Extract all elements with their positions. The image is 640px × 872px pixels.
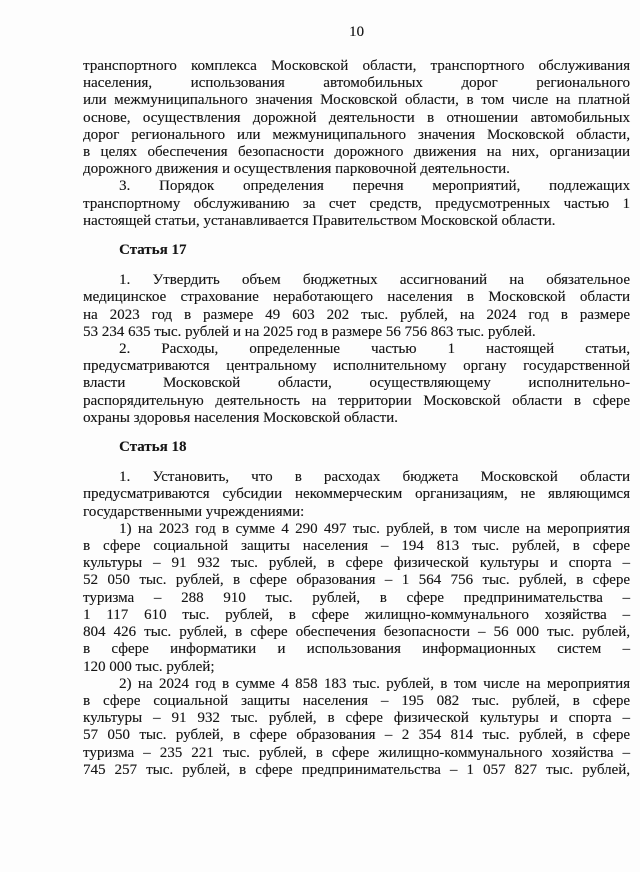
text-line: транспортного комплекса Московской области, транспортного обслуживания <box>83 58 630 74</box>
text-line: медицинское страхование неработающего населения в Московской области <box>83 289 630 306</box>
text-line: основе, осуществления дорожной деятельности в отношении автомобильных <box>83 109 630 126</box>
text-line: дорог регионального или межмуниципального значения Московской области, <box>83 126 630 143</box>
paragraph <box>83 58 630 178</box>
article-heading: Статья 17 <box>119 242 187 259</box>
text-line: туризма – 288 910 тыс. рублей, в сфере предпринимательства – <box>83 589 630 606</box>
text-line: 1. Утвердить объем бюджетных ассигнований на обязательное <box>119 272 630 289</box>
text-line: власти Московской области, осуществляющему исполнительно- <box>83 375 630 392</box>
text-line: государственными учреждениями: <box>83 503 305 520</box>
text-line: в целях обеспечения безопасности дорожного движения на них, организации <box>83 144 630 161</box>
text-line: 3. Порядок определения перечня мероприятий, подлежащих <box>119 178 630 195</box>
text-line: дорожного движения и осуществления парковочной деятельности. <box>83 161 510 178</box>
text-line: предусматриваются субсидии некоммерческим организациям, не являющимся <box>83 486 630 503</box>
text-line: транспортному обслуживанию за счет средств, предусмотренных частью 1 <box>83 195 630 212</box>
text-line: 1. Установить, что в расходах бюджета Московской области <box>119 469 630 486</box>
text-line: 2. Расходы, определенные частью 1 настоящей статьи, <box>119 341 630 358</box>
text-line: туризма – 235 221 тыс. рублей, в сфере жилищно-коммунального хозяйства – <box>83 744 630 761</box>
article-heading: Статья 18 <box>119 439 187 456</box>
paragraph <box>83 521 630 676</box>
text-line: 53 234 635 тыс. рублей и на 2025 год в размере 56 756 863 тыс. рублей. <box>83 323 536 340</box>
text-line: в сфере социальной защиты населения – 195 082 тыс. рублей, в сфере <box>83 692 630 709</box>
text-line: культуры – 91 932 тыс. рублей, в сфере физической культуры и спорта – <box>83 710 630 727</box>
text-line: настоящей статьи, устанавливается Правительством Московской области. <box>83 212 556 229</box>
text-line: 804 426 тыс. рублей, в сфере обеспечения безопасности – 56 000 тыс. рублей, <box>83 624 630 641</box>
text-line: 52 050 тыс. рублей, в сфере образования – 1 564 756 тыс. рублей, в сфере <box>83 572 630 589</box>
text-line: на 2023 год в размере 49 603 202 тыс. рублей, на 2024 год в размере <box>83 306 630 323</box>
document-body <box>83 58 630 779</box>
text-line: 2) на 2024 год в сумме 4 858 183 тыс. рублей, в том числе на мероприятия <box>119 675 630 692</box>
text-line: населения, использования автомобильных дорог регионального <box>83 75 630 92</box>
text-line: или межмуниципального значения Московской области, в том числе на платной <box>83 92 630 109</box>
text-line: охраны здоровья населения Московской области. <box>83 409 398 426</box>
paragraph <box>83 272 630 341</box>
page-number: 10 <box>349 24 364 40</box>
text-line: культуры – 91 932 тыс. рублей, в сфере физической культуры и спорта – <box>83 555 630 572</box>
paragraph <box>83 341 630 427</box>
text-line: 1 117 610 тыс. рублей, в сфере жилищно-коммунального хозяйства – <box>83 606 630 623</box>
text-line: 745 257 тыс. рублей, в сфере предпринимательства – 1 057 827 тыс. рублей, <box>83 761 630 778</box>
paragraph <box>83 469 630 521</box>
text-line: 57 050 тыс. рублей, в сфере образования – 2 354 814 тыс. рублей, в сфере <box>83 727 630 744</box>
text-line: в сфере социальной защиты населения – 194 813 тыс. рублей, в сфере <box>83 538 630 555</box>
paragraph <box>83 178 630 230</box>
text-line: 120 000 тыс. рублей; <box>83 658 215 675</box>
text-line: в сфере информатики и использования информационных систем – <box>83 641 630 658</box>
paragraph <box>83 676 630 779</box>
text-line: распорядительную деятельность на территории Московской области в сфере <box>83 392 630 409</box>
text-line: предусматриваются центральному исполнительному органу государственной <box>83 358 630 375</box>
text-line: 1) на 2023 год в сумме 4 290 497 тыс. рублей, в том числе на мероприятия <box>119 520 630 537</box>
